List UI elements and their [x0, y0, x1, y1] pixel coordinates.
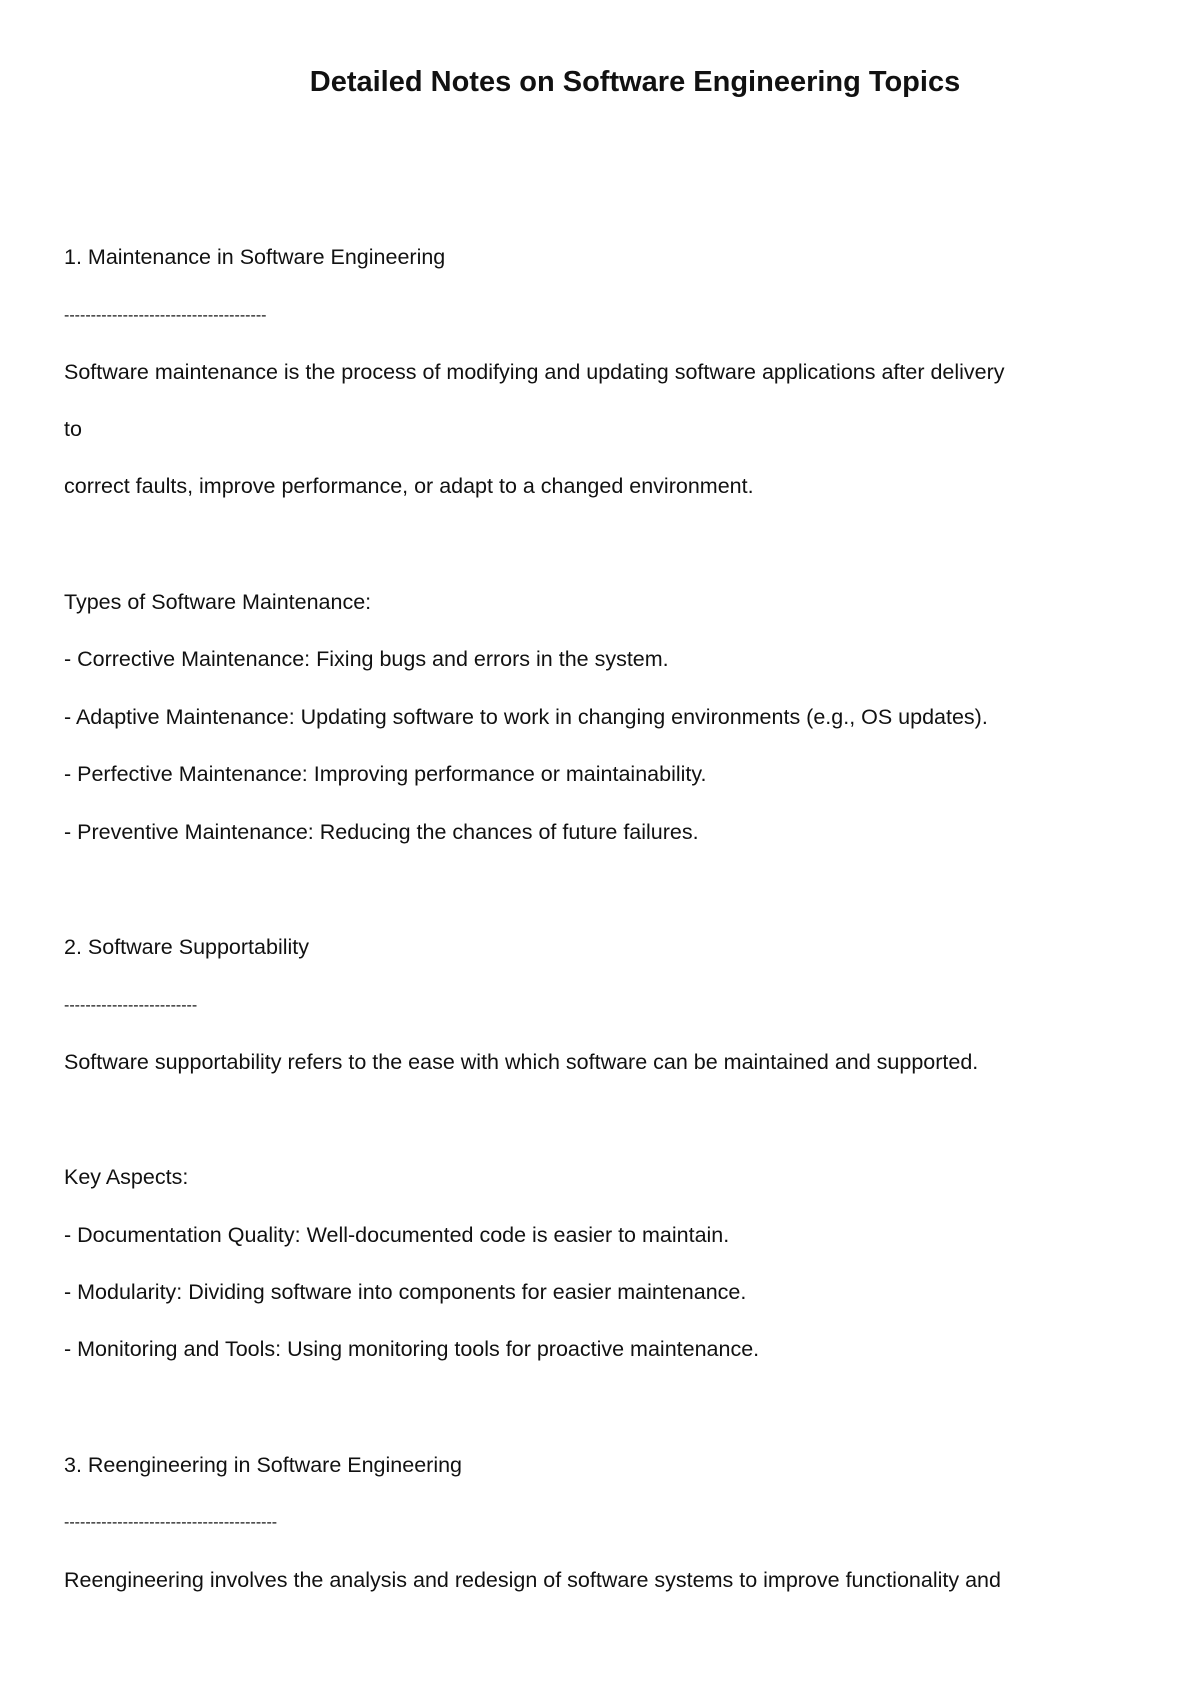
supportability-paragraph: Software supportability refers to the ease with which software can be maintained and supported.: [64, 1050, 979, 1074]
maintenance-types-heading: Types of Software Maintenance:: [64, 590, 372, 614]
list-item: - Corrective Maintenance: Fixing bugs and errors in the system.: [64, 647, 669, 671]
list-item: - Modularity: Dividing software into components for easier maintenance.: [64, 1280, 747, 1304]
list-item: - Perfective Maintenance: Improving performance or maintainability.: [64, 762, 707, 786]
maintenance-paragraph-line-2: to: [64, 417, 82, 441]
section-heading-maintenance: 1. Maintenance in Software Engineering: [64, 245, 446, 269]
list-item: - Adaptive Maintenance: Updating software to work in changing environments (e.g., OS updates).: [64, 705, 988, 729]
section-underline-maintenance: --------------------------------------: [64, 307, 267, 324]
maintenance-paragraph-line-1: Software maintenance is the process of modifying and updating software applications after delivery: [64, 360, 1005, 384]
document-title: Detailed Notes on Software Engineering Topics: [309, 66, 961, 98]
section-heading-reengineering: 3. Reengineering in Software Engineering: [64, 1453, 463, 1477]
maintenance-paragraph-line-3: correct faults, improve performance, or adapt to a changed environment.: [64, 474, 754, 498]
list-item: - Documentation Quality: Well-documented code is easier to maintain.: [64, 1223, 730, 1247]
supportability-aspects-heading: Key Aspects:: [64, 1165, 189, 1189]
section-underline-supportability: -------------------------: [64, 997, 198, 1014]
section-underline-reengineering: ----------------------------------------: [64, 1514, 278, 1531]
reengineering-paragraph-line-1: Reengineering involves the analysis and redesign of software systems to improve functionality and: [64, 1568, 1001, 1592]
list-item: - Monitoring and Tools: Using monitoring tools for proactive maintenance.: [64, 1337, 760, 1361]
section-heading-supportability: 2. Software Supportability: [64, 935, 309, 959]
list-item: - Preventive Maintenance: Reducing the chances of future failures.: [64, 820, 699, 844]
